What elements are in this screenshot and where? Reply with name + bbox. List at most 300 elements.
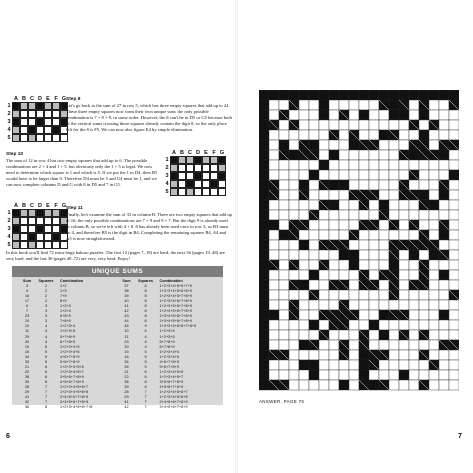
clue-cell xyxy=(259,310,269,320)
empty-cell xyxy=(279,190,289,200)
empty-cell xyxy=(429,230,439,240)
empty-cell xyxy=(399,340,409,350)
table-row: 42 8 1+2+4+5+6+7+8+9 xyxy=(124,309,192,314)
step9-grid: A B C D E F G 1 2 3 4 5 xyxy=(7,96,67,141)
empty-cell xyxy=(349,200,359,210)
table-row: 21 6 1+2+3+4+5+6 xyxy=(124,369,184,374)
clue-cell xyxy=(259,190,269,200)
empty-cell xyxy=(369,210,379,220)
empty-cell xyxy=(419,180,429,190)
empty-cell xyxy=(319,350,329,360)
clue-cell xyxy=(369,320,379,330)
empty-cell xyxy=(329,340,339,350)
empty-cell xyxy=(349,100,359,110)
empty-cell xyxy=(449,110,459,120)
empty-cell xyxy=(429,310,439,320)
clue-cell xyxy=(259,180,269,190)
empty-cell xyxy=(279,300,289,310)
clue-cell xyxy=(439,270,449,280)
empty-cell xyxy=(439,290,449,300)
empty-cell xyxy=(319,190,329,200)
empty-cell xyxy=(429,280,439,290)
empty-cell xyxy=(379,300,389,310)
empty-cell xyxy=(299,120,309,130)
empty-cell xyxy=(449,200,459,210)
table-row: 17 2 8+9 xyxy=(24,299,67,304)
empty-cell xyxy=(299,370,309,380)
empty-cell xyxy=(309,260,319,270)
clue-cell xyxy=(259,350,269,360)
empty-cell xyxy=(359,210,369,220)
empty-cell xyxy=(339,200,349,210)
clue-cell xyxy=(259,330,269,340)
clue-cell xyxy=(289,150,299,160)
clue-cell xyxy=(379,90,389,100)
empty-cell xyxy=(349,220,359,230)
table-row: 4 2 1+3 xyxy=(25,289,67,294)
empty-cell xyxy=(319,360,329,370)
empty-cell xyxy=(329,360,339,370)
empty-cell xyxy=(309,230,319,240)
empty-cell xyxy=(399,250,409,260)
page-number-right: 7 xyxy=(458,433,462,440)
empty-cell xyxy=(329,100,339,110)
empty-cell xyxy=(359,170,369,180)
empty-cell xyxy=(289,250,299,260)
empty-cell xyxy=(359,230,369,240)
empty-cell xyxy=(349,160,359,170)
clue-cell xyxy=(319,110,329,120)
empty-cell xyxy=(329,290,339,300)
empty-cell xyxy=(439,380,449,390)
empty-cell xyxy=(429,270,439,280)
table-row: 28 7 1+2+3+4+5+6+7 xyxy=(124,390,188,395)
empty-cell xyxy=(319,270,329,280)
clue-cell xyxy=(259,170,269,180)
empty-cell xyxy=(339,140,349,150)
empty-cell xyxy=(349,350,359,360)
empty-cell xyxy=(349,150,359,160)
clue-cell xyxy=(399,370,409,380)
empty-cell xyxy=(369,340,379,350)
empty-cell xyxy=(379,320,389,330)
empty-cell xyxy=(419,300,429,310)
table-left-column xyxy=(18,279,118,410)
empty-cell xyxy=(399,140,409,150)
empty-cell xyxy=(379,120,389,130)
empty-cell xyxy=(449,230,459,240)
table-row: 38 6 3+5+6+7+8+9 xyxy=(24,374,84,379)
empty-cell xyxy=(309,310,319,320)
step11-text: Step 11 Finally, let's examine the sum of 33 in column B. There are two empty squares that add up to 16; the only possible combinations are 7 + 9 and 9 + 7. But the digit 9 is already used in column B, so we're left with 4 + 8. 8 has already been used once in row 3, so B3 must be 4, and therefore B5 is the digit in B4. Completing the remaining squares B4, A4 and A5 is now straightforward. xyxy=(66,206,232,242)
clue-cell xyxy=(439,150,449,160)
empty-cell xyxy=(349,360,359,370)
empty-cell xyxy=(289,170,299,180)
empty-cell xyxy=(419,220,429,230)
table-row: 41 7 2+4+5+6+7+8+9 xyxy=(124,400,188,405)
empty-cell xyxy=(369,150,379,160)
table-row: 34 5 4+6+7+8+9 xyxy=(124,359,179,364)
empty-cell xyxy=(299,290,309,300)
table-row: 22 6 1+2+3+4+5+7 xyxy=(124,374,184,379)
empty-cell xyxy=(339,210,349,220)
empty-cell xyxy=(279,340,289,350)
empty-cell xyxy=(369,270,379,280)
empty-cell xyxy=(449,260,459,270)
empty-cell xyxy=(409,270,419,280)
clue-cell xyxy=(309,270,319,280)
empty-cell xyxy=(439,210,449,220)
table-row: 11 4 1+2+3+5 xyxy=(124,334,175,339)
empty-cell xyxy=(369,300,379,310)
empty-cell xyxy=(349,330,359,340)
clue-cell xyxy=(309,90,319,100)
kakuro-puzzle-grid xyxy=(259,90,459,395)
table-row: 40 8 1+2+3+4+6+7+8+9 xyxy=(124,299,192,304)
table-row: 30 4 6+7+8+9 xyxy=(24,339,76,344)
clue-cell xyxy=(359,360,369,370)
table-row: 15 5 1+2+3+4+5 xyxy=(24,344,80,349)
clue-cell xyxy=(259,230,269,240)
empty-cell xyxy=(409,350,419,360)
empty-cell xyxy=(289,330,299,340)
table-title: UNIQUE SUMS xyxy=(12,266,223,277)
empty-cell xyxy=(359,160,369,170)
empty-cell xyxy=(339,120,349,130)
clue-cell xyxy=(319,160,329,170)
clue-cell xyxy=(389,260,399,270)
empty-cell xyxy=(409,260,419,270)
empty-cell xyxy=(349,170,359,180)
empty-cell xyxy=(279,240,289,250)
clue-cell xyxy=(259,140,269,150)
empty-cell xyxy=(299,300,309,310)
clue-cell xyxy=(419,190,429,200)
clue-cell xyxy=(349,140,359,150)
empty-cell xyxy=(399,160,409,170)
empty-cell xyxy=(379,230,389,240)
empty-cell xyxy=(379,360,389,370)
empty-cell xyxy=(349,380,359,390)
clue-cell xyxy=(259,160,269,170)
empty-cell xyxy=(289,380,299,390)
clue-cell xyxy=(279,140,289,150)
empty-cell xyxy=(369,170,379,180)
empty-cell xyxy=(399,380,409,390)
clue-cell xyxy=(309,170,319,180)
empty-cell xyxy=(279,280,289,290)
empty-cell xyxy=(349,320,359,330)
clue-cell xyxy=(299,360,309,370)
empty-cell xyxy=(299,160,309,170)
empty-cell xyxy=(339,260,349,270)
empty-cell xyxy=(329,190,339,200)
empty-cell xyxy=(289,190,299,200)
empty-cell xyxy=(449,280,459,290)
clue-cell xyxy=(259,220,269,230)
clue-cell xyxy=(429,250,439,260)
empty-cell xyxy=(319,210,329,220)
empty-cell xyxy=(399,200,409,210)
empty-cell xyxy=(269,340,279,350)
empty-cell xyxy=(309,130,319,140)
empty-cell xyxy=(309,160,319,170)
empty-cell xyxy=(399,320,409,330)
empty-cell xyxy=(309,220,319,230)
empty-cell xyxy=(409,130,419,140)
empty-cell xyxy=(379,160,389,170)
empty-cell xyxy=(449,250,459,260)
empty-cell xyxy=(269,130,279,140)
clue-cell xyxy=(419,130,429,140)
empty-cell xyxy=(339,100,349,110)
empty-cell xyxy=(269,230,279,240)
empty-cell xyxy=(299,310,309,320)
empty-cell xyxy=(289,110,299,120)
empty-cell xyxy=(409,300,419,310)
empty-cell xyxy=(409,180,419,190)
empty-cell xyxy=(389,200,399,210)
empty-cell xyxy=(359,100,369,110)
clue-cell xyxy=(399,110,409,120)
clue-cell xyxy=(379,130,389,140)
table-row: 41 7 2+4+5+6+7+8+9 xyxy=(24,395,89,400)
empty-cell xyxy=(349,300,359,310)
empty-cell xyxy=(389,360,399,370)
empty-cell xyxy=(349,270,359,280)
step9-text: Step 9 Let's go back to the sum of 27 in row 5, which has three empty squares that add up to 24. These three empty squares now form their own unique sum; the only possible combination is 7 + 8 + 9, in some order. However, the 8 can't be in D5 or G5 because both of the vertical sums crossing those squares already contain the digit 8, so the only place left for the 8 is F5. We can now also figure E4 by simple elimination. xyxy=(66,97,232,133)
empty-cell xyxy=(289,200,299,210)
empty-cell xyxy=(399,120,409,130)
empty-cell xyxy=(399,260,409,270)
clue-cell xyxy=(259,260,269,270)
clue-cell xyxy=(309,360,319,370)
clue-cell xyxy=(349,90,359,100)
empty-cell xyxy=(289,140,299,150)
empty-cell xyxy=(329,380,339,390)
clue-cell xyxy=(439,230,449,240)
empty-cell xyxy=(309,350,319,360)
clue-cell xyxy=(359,370,369,380)
empty-cell xyxy=(269,270,279,280)
empty-cell xyxy=(309,380,319,390)
table-row: 28 7 1+2+3+4+5+6+7 xyxy=(24,384,89,389)
clue-cell xyxy=(259,380,269,390)
empty-cell xyxy=(349,280,359,290)
empty-cell xyxy=(299,210,309,220)
empty-cell xyxy=(359,150,369,160)
empty-cell xyxy=(279,210,289,220)
clue-cell xyxy=(259,370,269,380)
empty-cell xyxy=(429,160,439,170)
empty-cell xyxy=(379,170,389,180)
empty-cell xyxy=(319,150,329,160)
clue-cell xyxy=(309,140,319,150)
empty-cell xyxy=(319,370,329,380)
empty-cell xyxy=(339,150,349,160)
empty-cell xyxy=(409,330,419,340)
empty-cell xyxy=(389,120,399,130)
empty-cell xyxy=(279,310,289,320)
empty-cell xyxy=(299,170,309,180)
empty-cell xyxy=(339,360,349,370)
empty-cell xyxy=(329,330,339,340)
clue-cell xyxy=(449,170,459,180)
empty-cell xyxy=(309,280,319,290)
clue-cell xyxy=(299,280,309,290)
empty-cell xyxy=(309,300,319,310)
empty-cell xyxy=(299,110,309,120)
clue-cell xyxy=(259,210,269,220)
empty-cell xyxy=(439,300,449,310)
table-row: 34 5 4+6+7+8+9 xyxy=(24,354,80,359)
empty-cell xyxy=(389,330,399,340)
clue-cell xyxy=(279,230,289,240)
empty-cell xyxy=(429,330,439,340)
empty-cell xyxy=(359,130,369,140)
empty-cell xyxy=(269,110,279,120)
table-row: 44 8 2+3+4+5+6+7+8+9 xyxy=(124,319,192,324)
empty-cell xyxy=(319,170,329,180)
empty-cell xyxy=(369,110,379,120)
table-row: 15 5 1+2+3+4+5 xyxy=(124,349,179,354)
empty-cell xyxy=(369,200,379,210)
empty-cell xyxy=(429,320,439,330)
clue-cell xyxy=(309,370,319,380)
empty-cell xyxy=(339,290,349,300)
clue-cell xyxy=(349,260,359,270)
table-row: 30 4 6+7+8+9 xyxy=(124,344,175,349)
empty-cell xyxy=(449,370,459,380)
empty-cell xyxy=(449,210,459,220)
empty-cell xyxy=(289,180,299,190)
empty-cell xyxy=(279,320,289,330)
empty-cell xyxy=(349,120,359,130)
clue-cell xyxy=(339,380,349,390)
empty-cell xyxy=(449,300,459,310)
table-row: 42 7 3+4+5+6+7+8+9 xyxy=(24,400,89,405)
table-row: 29 7 1+2+3+4+5+6+8 xyxy=(124,395,188,400)
table-row: 39 6 4+5+6+7+8+9 xyxy=(124,384,184,389)
empty-cell xyxy=(279,170,289,180)
empty-cell xyxy=(379,260,389,270)
empty-cell xyxy=(329,370,339,380)
clue-cell xyxy=(269,90,279,100)
empty-cell xyxy=(269,240,279,250)
empty-cell xyxy=(389,230,399,240)
empty-cell xyxy=(339,230,349,240)
clue-cell xyxy=(349,250,359,260)
empty-cell xyxy=(339,130,349,140)
empty-cell xyxy=(429,380,439,390)
empty-cell xyxy=(359,180,369,190)
empty-cell xyxy=(429,260,439,270)
empty-cell xyxy=(359,250,369,260)
empty-cell xyxy=(269,290,279,300)
empty-cell xyxy=(379,340,389,350)
empty-cell xyxy=(439,260,449,270)
clue-cell xyxy=(339,250,349,260)
empty-cell xyxy=(419,340,429,350)
empty-cell xyxy=(299,130,309,140)
clue-cell xyxy=(269,220,279,230)
clue-cell xyxy=(359,110,369,120)
empty-cell xyxy=(369,330,379,340)
empty-cell xyxy=(429,340,439,350)
empty-cell xyxy=(419,320,429,330)
empty-cell xyxy=(289,370,299,380)
empty-cell xyxy=(389,320,399,330)
empty-cell xyxy=(289,340,299,350)
empty-cell xyxy=(399,270,409,280)
clue-cell xyxy=(369,380,379,390)
empty-cell xyxy=(329,210,339,220)
empty-cell xyxy=(439,170,449,180)
empty-cell xyxy=(399,230,409,240)
empty-cell xyxy=(359,260,369,270)
empty-cell xyxy=(319,340,329,350)
clue-cell xyxy=(329,180,339,190)
empty-cell xyxy=(379,370,389,380)
clue-cell xyxy=(409,250,419,260)
empty-cell xyxy=(429,220,439,230)
empty-cell xyxy=(379,240,389,250)
empty-cell xyxy=(269,280,279,290)
clue-cell xyxy=(379,330,389,340)
empty-cell xyxy=(279,200,289,210)
clue-cell xyxy=(259,300,269,310)
empty-cell xyxy=(409,320,419,330)
empty-cell xyxy=(409,110,419,120)
empty-cell xyxy=(419,170,429,180)
empty-cell xyxy=(289,360,299,370)
empty-cell xyxy=(279,330,289,340)
table-row: 35 5 5+6+7+8+9 xyxy=(124,364,179,369)
empty-cell xyxy=(409,200,419,210)
empty-cell xyxy=(399,360,409,370)
empty-cell xyxy=(409,340,419,350)
empty-cell xyxy=(329,160,339,170)
empty-cell xyxy=(349,180,359,190)
empty-cell xyxy=(319,250,329,260)
empty-cell xyxy=(289,320,299,330)
empty-cell xyxy=(279,260,289,270)
clue-cell xyxy=(419,110,429,120)
empty-cell xyxy=(299,380,309,390)
empty-cell xyxy=(359,290,369,300)
table-row: 37 8 1+2+3+4+5+6+7+9 xyxy=(124,284,192,289)
empty-cell xyxy=(399,280,409,290)
empty-cell xyxy=(279,370,289,380)
empty-cell xyxy=(289,210,299,220)
empty-cell xyxy=(319,320,329,330)
empty-cell xyxy=(369,370,379,380)
empty-cell xyxy=(439,110,449,120)
empty-cell xyxy=(309,240,319,250)
clue-cell xyxy=(439,190,449,200)
empty-cell xyxy=(449,130,459,140)
empty-cell xyxy=(269,300,279,310)
empty-cell xyxy=(439,130,449,140)
clue-cell xyxy=(309,320,319,330)
empty-cell xyxy=(379,180,389,190)
empty-cell xyxy=(299,100,309,110)
empty-cell xyxy=(289,160,299,170)
empty-cell xyxy=(419,310,429,320)
empty-cell xyxy=(419,360,429,370)
empty-cell xyxy=(389,380,399,390)
empty-cell xyxy=(309,330,319,340)
